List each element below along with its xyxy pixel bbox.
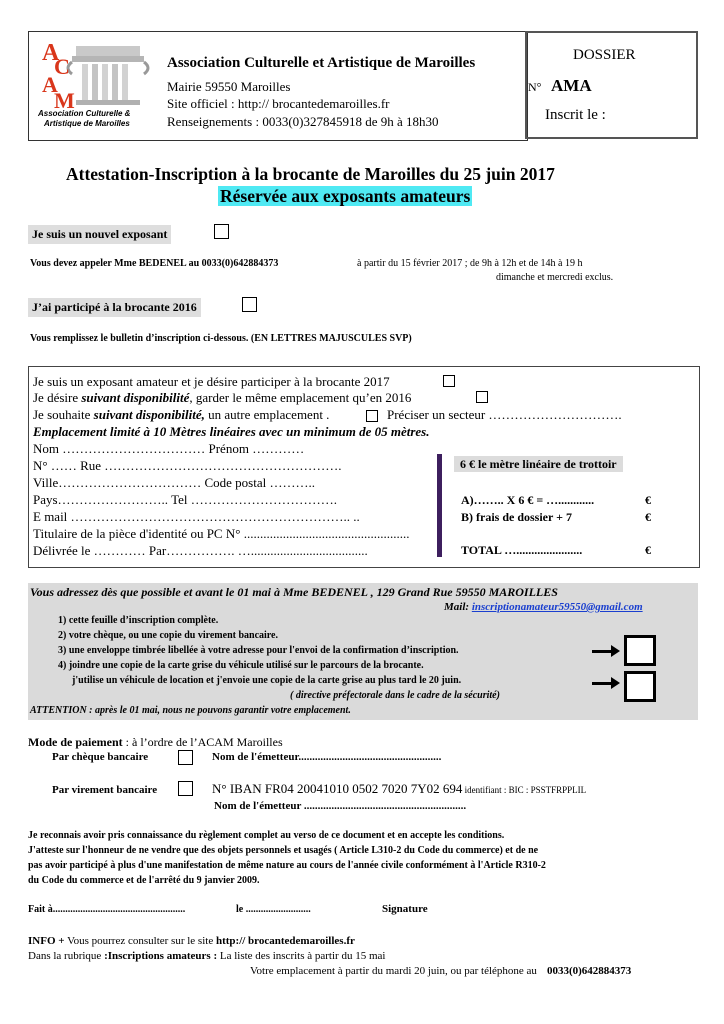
mail-line: Mail: inscriptionamateur59550@gmail.com [444,601,643,613]
call-hours: à partir du 15 février 2017 ; de 9h à 12h et de 14h à 19 h [357,258,583,269]
site-link[interactable]: http:// brocantedemaroilles.fr [215,935,355,947]
send-item-2: 2) votre chèque, ou une copie du virement bancaire. [58,630,278,641]
fait-field[interactable]: Fait à..................................................... [28,904,186,915]
virement-emitter[interactable]: Nom de l'émetteur ........................................................... [214,800,467,812]
dossier-n-label: N° [528,80,542,94]
org-info: Renseignements : 0033(0)327845918 de 9h à 18h30 [167,114,439,129]
org-address: Mairie 59550 Maroilles [167,79,291,94]
arrow-line-2 [592,682,612,685]
total-euro: € [645,543,651,557]
new-exhibitor-checkbox[interactable] [214,224,229,239]
other-spot-checkbox[interactable] [366,410,378,422]
country-field[interactable]: Pays…………………….. Tel ……………………………. [33,492,337,507]
declaration-line-2: J'atteste sur l'honneur de ne vendre que des objets personnels et usagés ( Article L310-2 du Code du commerce) et de ne [28,845,539,856]
info-line: INFO + Vous pourrez consulter sur le site http:// brocantedemaroilles.fr [28,935,355,947]
form-instruction: Vous remplissez le bulletin d’inscription ci-dessous. (EN LETTRES MAJUSCULES SVP) [30,333,412,344]
logo-caption-2: Artistique de Maroilles [44,119,130,128]
fee-b-euro: € [645,510,651,524]
price-separator [437,454,442,557]
price-label: 6 € le mètre linéaire de trottoir [454,457,623,472]
virement-label: Par virement bancaire [52,784,158,796]
date-field[interactable]: le .......................... [236,904,311,915]
declaration-line-3: pas avoir participé à plus d'une manifestation de même nature au cours de l'année civile conformément à l'Article R310-2 [28,860,546,871]
logo-letter-a2: A [42,72,58,97]
org-site: Site officiel : http:// brocantedemaroilles.fr [167,96,390,111]
total[interactable]: TOTAL …...................... [461,543,583,557]
cheque-checkbox[interactable] [178,750,193,765]
send-item-1: 1) cette feuille d’inscription complète. [58,615,219,626]
arrow-line-1 [592,650,612,653]
past-exhibitor-checkbox[interactable] [242,297,257,312]
checkbox-item-3[interactable] [624,635,656,666]
dossier-ama: AMA [551,76,592,95]
issued-field[interactable]: Délivrée le ………… Par……………. ….................................... [33,543,368,558]
logo-letter-c: C [54,54,70,79]
fee-b: B) frais de dossier + 7 [461,510,572,524]
past-exhibitor-label: J’ai participé à la brocante 2016 [28,298,201,317]
logo-letter-m: M [54,88,75,113]
amount-a-euro: € [645,493,651,507]
form-line-participate: Je suis un exposant amateur et je désire participer à la brocante 2017 [33,374,390,389]
id-field[interactable]: Titulaire de la pièce d'identité ou PC N° ................................................... [33,526,410,541]
attention-note: ATTENTION : après le 01 mai, nous ne pouvons garantir votre emplacement. [30,705,351,716]
subtitle-highlight: Réservée aux exposants amateurs [220,186,471,206]
send-header: Vous adressez dès que possible et avant le 01 mai à Mme BEDENEL , 129 Grand Rue 59550 MAROILLES [30,585,558,599]
declaration-line-4: du Code du commerce et de l'arrêté du 9 janvier 2009. [28,875,260,886]
participate-checkbox[interactable] [443,375,455,387]
form-line-same-spot: Je désire suivant disponibilité, garder le même emplacement qu’en 2016 [33,390,412,405]
page-title: Attestation-Inscription à la brocante de Maroilles du 25 juin 2017 [66,164,555,184]
signature-label: Signature [382,903,428,915]
logo-letter-a1: A [42,40,60,66]
name-field[interactable]: Nom …………………………… Prénom ………… [33,441,305,456]
send-item-3: 3) une enveloppe timbrée libellée à votre adresse pour l'envoi de la confirmation d’inscription. [58,645,459,656]
rubrique-line: Dans la rubrique :Inscriptions amateurs : La liste des inscrits à partir du 15 mai [28,950,386,962]
virement-checkbox[interactable] [178,781,193,796]
same-spot-checkbox[interactable] [476,391,488,403]
page-subtitle [218,186,472,207]
dossier-inscrit: Inscrit le : [545,107,606,123]
street-field[interactable]: N° …… Rue ………………………………………………. [33,458,342,473]
emplacement-line: Votre emplacement à partir du mardi 20 juin, ou par téléphone au 0033(0)642884373 [250,965,632,977]
call-instruction: Vous devez appeler Mme BEDENEL au 0033(0)642884373 [30,258,279,269]
arrow-right-icon [611,645,620,657]
arrow-right-icon [611,677,620,689]
limit-note: Emplacement limité à 10 Mètres linéaires avec un minimum de 05 mètres. [33,424,430,439]
amount-a[interactable]: A)…….. X 6 € = …............ [461,493,595,507]
new-exhibitor-label: Je suis un nouvel exposant [28,225,171,244]
call-days: dimanche et mercredi exclus. [496,272,614,283]
form-line-other-spot: Je souhaite suivant disponibilité, un autre emplacement . [33,407,330,422]
checkbox-item-rental[interactable] [624,671,656,702]
directive-note: ( directive préfectorale dans le cadre de la sécurité) [290,690,500,701]
email-field[interactable]: E mail ……………………………………………………….. .. [33,509,360,524]
city-field[interactable]: Ville…………………………… Code postal ……….. [33,475,315,490]
send-item-4: 4) joindre une copie de la carte grise du véhicule utilisé sur le parcours de la brocante. [58,660,424,671]
mail-link[interactable]: inscriptionamateur59550@gmail.com [471,601,643,613]
iban: N° IBAN FR04 20041010 0502 7020 7Y02 694 identifiant : BIC : PSSTFRPPLIL [212,781,587,796]
cheque-label: Par chèque bancaire [52,751,149,763]
cheque-emitter[interactable]: Nom de l'émetteur.................................................... [212,751,442,763]
sector-field[interactable]: Préciser un secteur …………………………. [387,407,622,422]
logo-caption-1: Association Culturelle & [38,109,131,118]
declaration-line-1: Je reconnais avoir pris connaissance du règlement complet au verso de ce document et en accepte les conditions. [28,830,505,841]
dossier-label: DOSSIER [573,47,636,63]
org-name: Association Culturelle et Artistique de Maroilles [167,55,476,71]
payment-mode: Mode de paiement : à l’ordre de l’ACAM Maroilles [28,735,283,749]
acam-logo [38,40,154,132]
rental-note: j'utilise un véhicule de location et j'envoie une copie de la carte grise au plus tard le 20 juin. [72,675,462,686]
